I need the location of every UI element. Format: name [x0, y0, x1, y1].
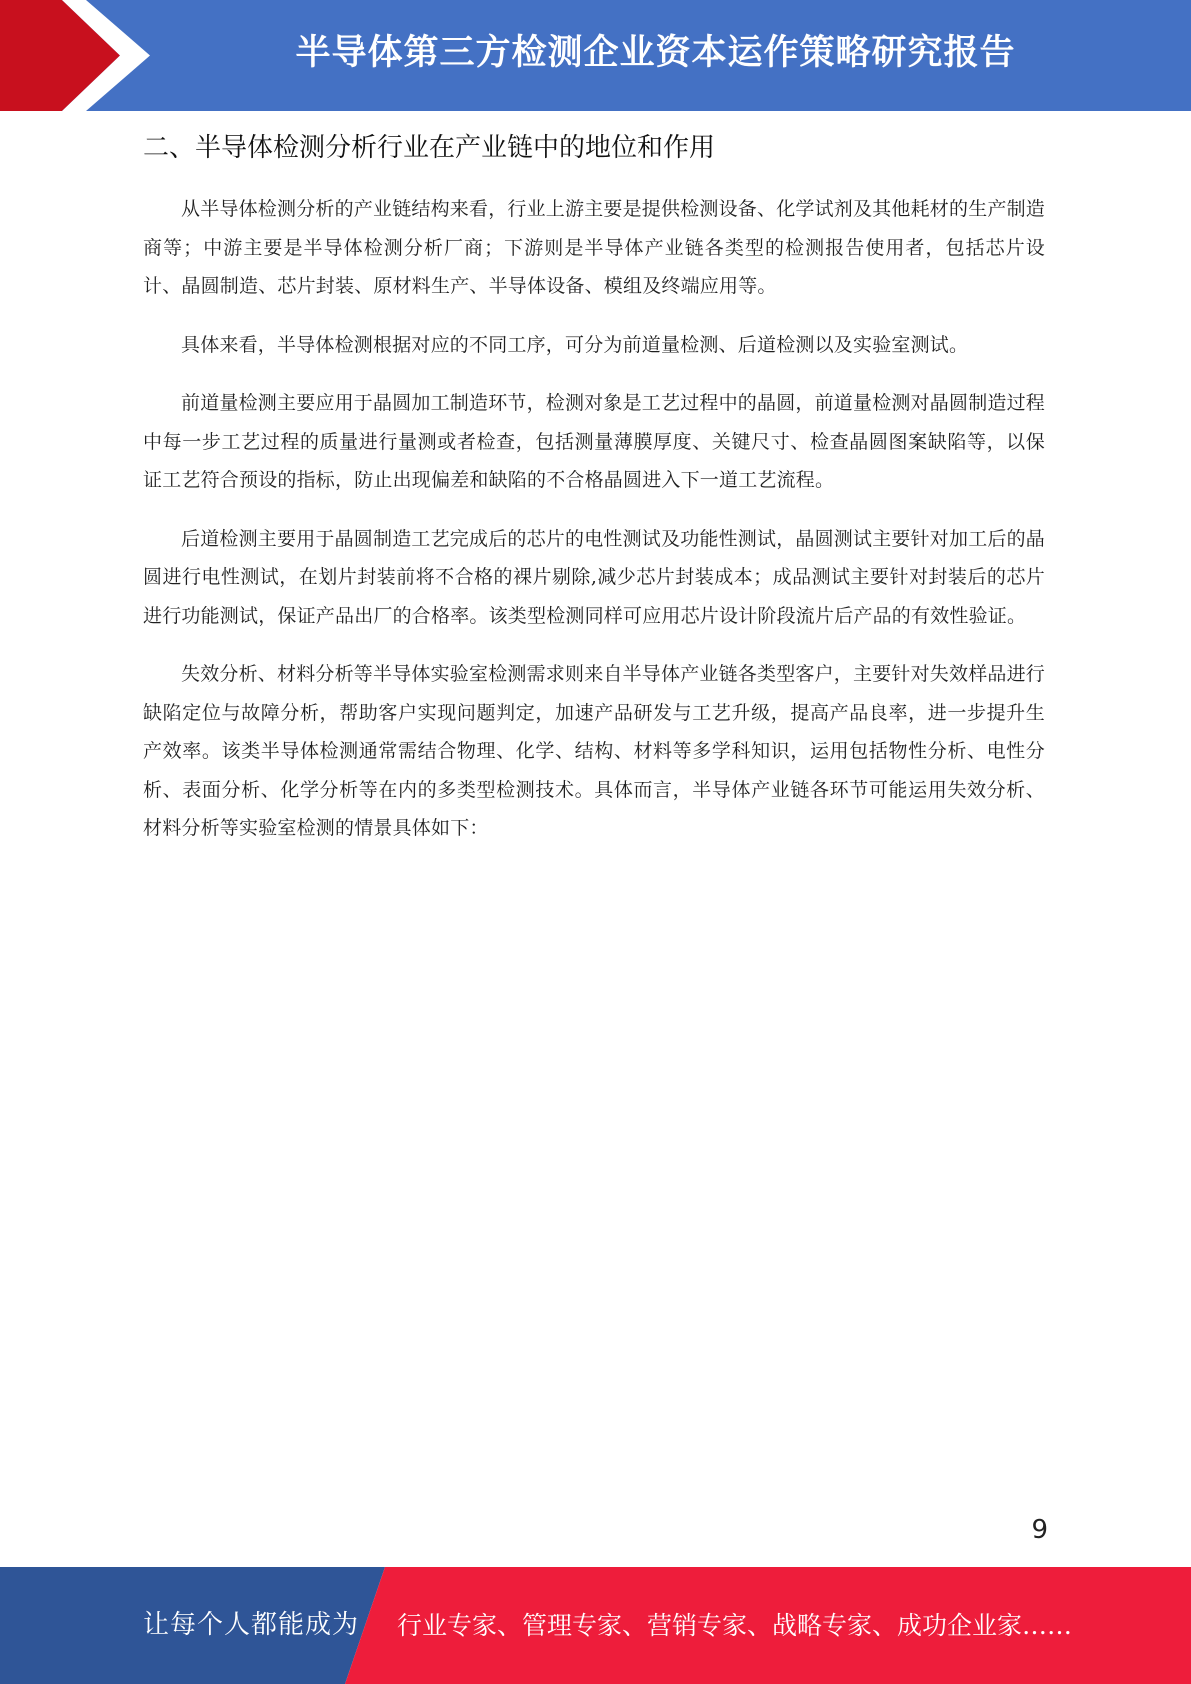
paragraph-back-end-testing: 后道检测主要用于晶圆制造工艺完成后的芯片的电性测试及功能性测试，晶圆测试主要针对加工后的晶圆进行电性测试，在划片封装前将不合格的裸片剔除,减少芯片封装成本；成品测试主要针对封装后的芯片进行功能测试，保证产品出厂的合格率。该类型检测同样可应用芯片设计阶段流片后产品的有效性验证。	[143, 527, 1046, 627]
header-banner	[0, 0, 1191, 111]
header-chevron-decoration	[0, 0, 160, 111]
paragraph-classification: 具体来看，半导体检测根据对应的不同工序，可分为前道量检测、后道检测以及实验室测试。	[181, 333, 969, 356]
report-title: 半导体第三方检测企业资本运作策略研究报告	[295, 33, 1016, 73]
page-number: 9	[1031, 1515, 1048, 1545]
paragraph-front-end-inspection: 前道量检测主要应用于晶圆加工制造环节，检测对象是工艺过程中的晶圆，前道量检测对晶圆制造过程中每一步工艺过程的质量进行量测或者检查，包括测量薄膜厚度、关键尺寸、检查晶圆图案缺陷等，以保证工艺符合预设的指标，防止出现偏差和缺陷的不合格晶圆进入下一道工艺流程。	[143, 392, 1046, 491]
footer-banner	[0, 1567, 1191, 1684]
footer-slogan-right: 行业专家、管理专家、营销专家、战略专家、成功企业家……	[397, 1611, 1073, 1640]
section-heading: 二、半导体检测分析行业在产业链中的地位和作用	[143, 133, 716, 163]
paragraph-industry-chain: 从半导体检测分析的产业链结构来看，行业上游主要是提供检测设备、化学试剂及其他耗材的生产制造商等；中游主要是半导体检测分析厂商；下游则是半导体产业链各类型的检测报告使用者，包括芯片设计、晶圆制造、芯片封装、原材料生产、半导体设备、模组及终端应用等。	[143, 198, 1046, 297]
main-content	[143, 128, 1045, 868]
paragraph-lab-testing: 失效分析、材料分析等半导体实验室检测需求则来自半导体产业链各类型客户，主要针对失效样品进行缺陷定位与故障分析，帮助客户实现问题判定，加速产品研发与工艺升级，提高产品良率，进一步提升生产效率。该类半导体检测通常需结合物理、化学、结构、材料等多学科知识，运用包括物性分析、电性分析、表面分析、化学分析等在内的多类型检测技术。具体而言，半导体产业链各环节可能运用失效分析、材料分析等实验室检测的情景具体如下：	[143, 663, 1046, 839]
footer-slogan-left: 让每个人都能成为	[143, 1610, 360, 1640]
